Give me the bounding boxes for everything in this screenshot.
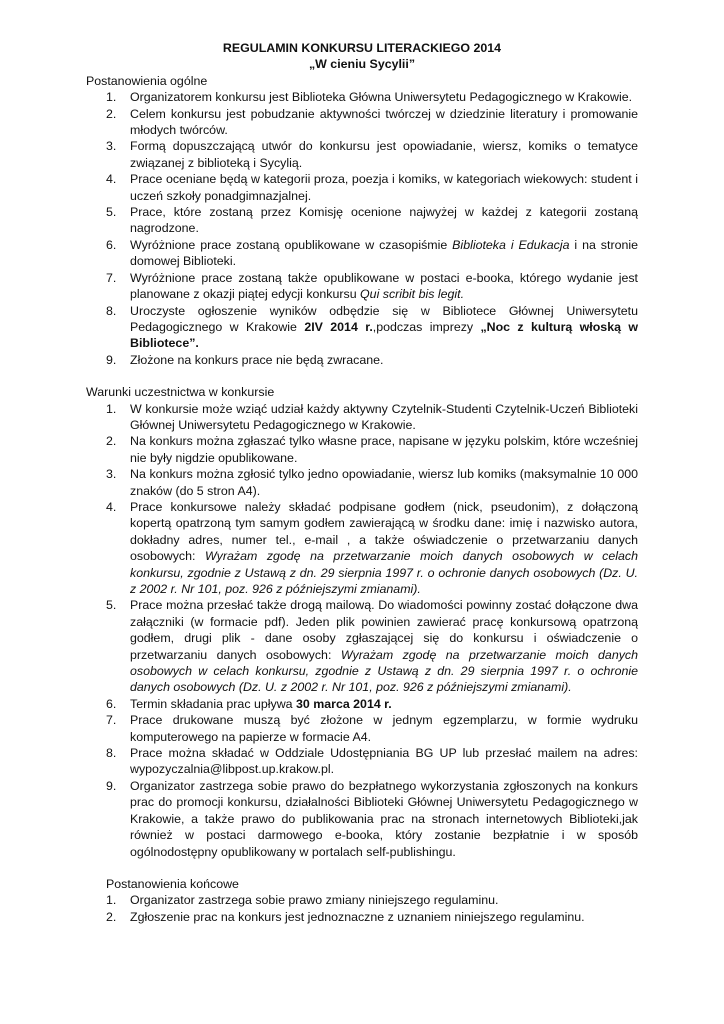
list-item: 2. Celem konkursu jest pobudzanie aktywności twórczej w dziedzinie literatury i promowanie młodych twórców. (106, 106, 638, 138)
list-item: 5. Prace można przesłać także drogą mailową. Do wiadomości powinny zostać dołączone dwa załączniki (w formacie pdf). Jeden plik powinien zawierać pracę konkursową opatrzoną godłem, drugi plik - dane osoby zgłaszającej się do konkursu i oświadczenie o przetwarzaniu danych osobowych: Wyrażam zgodę na przetwarzanie moich danych osobowych w celach konkursu, zgodnie z Ustawą z dn. 29 sierpnia 1997 r. o ochronie danych osobowych (Dz. U. z 2002 r. Nr 101, poz. 926 z późniejszymi zmianami). (106, 598, 638, 695)
list-item: 8. Prace można składać w Oddziale Udostępniania BG UP lub przesłać mailem na adres: wypozyczalnia@libpost.up.krakow.pl. (106, 746, 638, 777)
list-item: 7. Wyróżnione prace zostaną także opublikowane w postaci e-booka, którego wydanie jest planowane z okazji piątej edycji konkursu Qui scribit bis legit. (106, 270, 638, 302)
list-item: 6. Wyróżnione prace zostaną opublikowane w czasopiśmie Biblioteka i Edukacja i na stronie domowej Biblioteki. (106, 237, 638, 269)
section-heading-final: Postanowienia końcowe (106, 876, 239, 891)
list-final (86, 892, 638, 925)
list-item: 1. Organizatorem konkursu jest Biblioteka Główna Uniwersytetu Pedagogicznego w Krakowie. (106, 90, 633, 105)
list-item: 1. W konkursie może wziąć udział każdy aktywny Czytelnik-Studenti Czytelnik-Uczeń Biblioteki Głównej Uniwersytetu Pedagogicznego w Krakowie. (106, 401, 638, 432)
list-item: 3. Formą dopuszczającą utwór do konkursu jest opowiadanie, wiersz, komiks o tematyce związanej z biblioteką i Sycylią. (106, 139, 638, 170)
list-item: 3. Na konkurs można zgłosić tylko jedno opowiadanie, wiersz lub komiks (maksymalnie 10 000 znaków (do 5 stron A4). (106, 467, 638, 498)
list-item: 9. Złożone na konkurs prace nie będą zwracane. (106, 352, 384, 367)
document-title: REGULAMIN KONKURSU LITERACKIEGO 2014 (222, 41, 502, 55)
document-subtitle: „W cieniu Sycylii” (308, 57, 416, 72)
list-item: 4. Prace konkursowe należy składać podpisane godłem (nick, pseudonim), z dołączoną kopertą opatrzoną tym samym godłem zawierającą w środku dane: imię i nazwisko autora, dokładny adres, numer tel., e-mail , a także oświadczenie o przetwarzaniu danych osobowych: Wyrażam zgodę na przetwarzanie moich danych osobowych w celach konkursu, zgodnie z Ustawą z dn. 29 sierpnia 1997 r. o ochronie danych osobowych (Dz. U. z 2002 r. Nr 101, poz. 926 z późniejszymi zmianami). (106, 499, 638, 596)
list-general (86, 89, 638, 368)
list-conditions (86, 401, 638, 860)
list-item: 2. Na konkurs można zgłaszać tylko własne prace, napisane w języku polskim, które wcześniej nie były nigdzie opublikowane. (106, 434, 638, 465)
list-item: 6. Termin składania prac upływa 30 marca 2014 r. (106, 696, 392, 711)
section-heading-general: Postanowienia ogólne (86, 73, 208, 88)
list-item: 2. Zgłoszenie prac na konkurs jest jednoznaczne z uznaniem niniejszego regulaminu. (106, 909, 585, 924)
list-item: 7. Prace drukowane muszą być złożone w jednym egzemplarzu, w formie wydruku komputerowego na papierze w formacie A4. (106, 713, 638, 744)
list-item: 8. Uroczyste ogłoszenie wyników odbędzie się w Bibliotece Głównej Uniwersytetu Pedagogicznego w Krakowie 2IV 2014 r.,podczas imprezy „Noc z kulturą włoską w Bibliotece”. (106, 303, 638, 351)
section-heading-conditions: Warunki uczestnictwa w konkursie (86, 385, 275, 400)
list-item: 9. Organizator zastrzega sobie prawo do bezpłatnego wykorzystania zgłoszonych na konkurs prac do promocji konkursu, działalności Biblioteki Głównej Uniwersytetu Pedagogicznego w Krakowie, a także prawo do publikowania prac na stronach internetowych Biblioteki,jak również w postaci darmowego e-booka, który zostanie bezpłatnie i w sposób ogólnodostępny opublikowany w portalach self-publishingu. (106, 778, 638, 859)
list-item: 4. Prace oceniane będą w kategorii proza, poezja i komiks, w kategoriach wiekowych: student i uczeń szkoły ponadgimnazjalnej. (106, 172, 638, 203)
list-item: 1. Organizator zastrzega sobie prawo zmiany niniejszego regulaminu. (106, 893, 499, 908)
list-item: 5. Prace, które zostaną przez Komisję ocenione najwyżej w każdej z kategorii zostaną nagrodzone. (106, 205, 638, 236)
